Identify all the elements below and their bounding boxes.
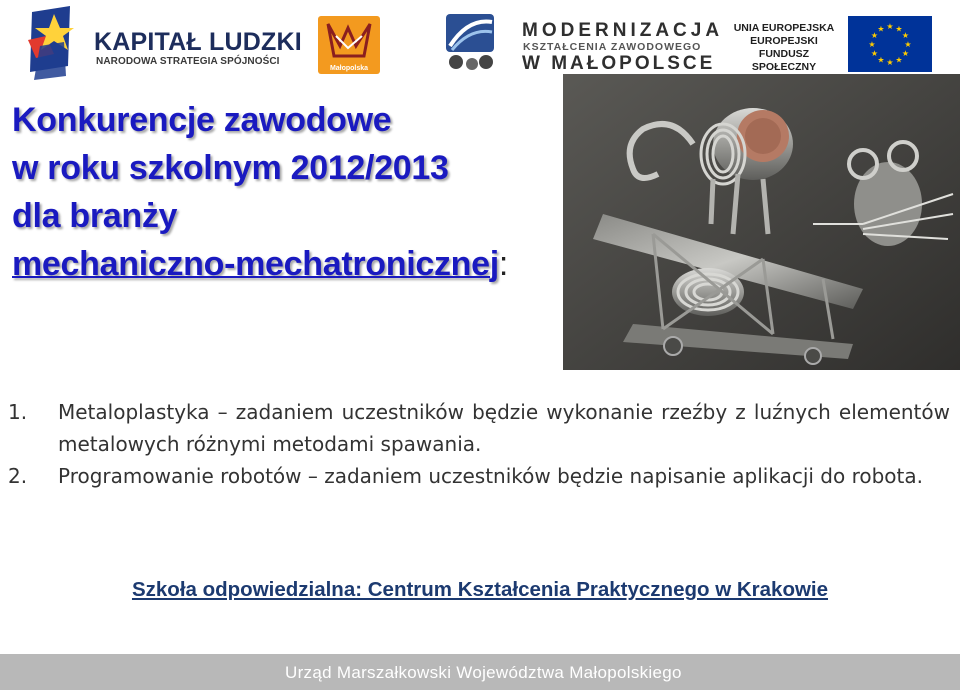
modernizacja-logo <box>442 12 498 72</box>
svg-text:★: ★ <box>895 55 903 65</box>
svg-text:★: ★ <box>904 40 912 49</box>
title-line-3: dla branży <box>12 197 178 235</box>
list-item <box>8 396 950 460</box>
kapital-ludzki-title: KAPITAŁ LUDZKI <box>94 28 302 56</box>
svg-text:★: ★ <box>901 31 910 40</box>
responsible-school: Szkoła odpowiedzialna: Centrum Kształcenia Praktycznego w Krakowie <box>131 578 829 601</box>
list-item-text: Metaloplastyka – zadaniem uczestników będzie wykonanie rzeźby z luźnych elementów metalowych różnymi metodami spawania. <box>58 400 950 456</box>
modernizacja-line1: MODERNIZACJA <box>522 20 724 41</box>
malopolska-label: Małopolska <box>329 65 369 72</box>
modernizacja-line2: KSZTAŁCENIA ZAWODOWEGO <box>523 41 702 53</box>
list-item-number: 2. <box>8 464 28 488</box>
svg-text:★: ★ <box>901 49 910 58</box>
list-item-number: 1. <box>8 400 28 424</box>
title-line-1: Konkurencje zawodowe <box>12 101 392 139</box>
ue-line2: EUROPEJSKI <box>750 35 818 47</box>
svg-text:★: ★ <box>868 40 876 49</box>
competition-list <box>8 396 950 492</box>
title-colon: : <box>498 245 509 283</box>
ue-line1: UNIA EUROPEJSKA <box>733 22 835 34</box>
ue-text <box>726 22 842 74</box>
title-industry: mechaniczno-mechatronicznej <box>12 245 499 283</box>
svg-text:★: ★ <box>895 24 903 34</box>
title-line-4 <box>12 240 508 288</box>
footer-text: Urząd Marszałkowski Województwa Małopolskiego <box>285 663 682 682</box>
svg-text:★: ★ <box>877 24 885 34</box>
logo-bar <box>0 0 960 82</box>
malopolska-logo <box>318 16 380 74</box>
eu-flag-icon <box>848 16 932 72</box>
list-item <box>8 460 950 492</box>
footer-bar <box>0 654 960 690</box>
title-line-2: w roku szkolnym 2012/2013 <box>12 149 449 187</box>
ue-line3: FUNDUSZ SPOŁECZNY <box>751 48 817 73</box>
svg-text:★: ★ <box>886 58 894 67</box>
svg-text:★: ★ <box>877 55 885 65</box>
svg-text:★: ★ <box>870 31 879 40</box>
kapital-ludzki-subtitle: NARODOWA STRATEGIA SPÓJNOŚCI <box>96 56 280 67</box>
svg-text:★: ★ <box>886 22 894 31</box>
kapital-ludzki-logo <box>24 6 82 80</box>
page-title <box>12 96 508 288</box>
list-item-text: Programowanie robotów – zadaniem uczestników będzie napisanie aplikacji do robota. <box>58 464 923 488</box>
svg-text:★: ★ <box>870 49 879 58</box>
metal-sculptures-photo <box>563 74 960 370</box>
modernizacja-line3: W MAŁOPOLSCE <box>522 53 716 74</box>
